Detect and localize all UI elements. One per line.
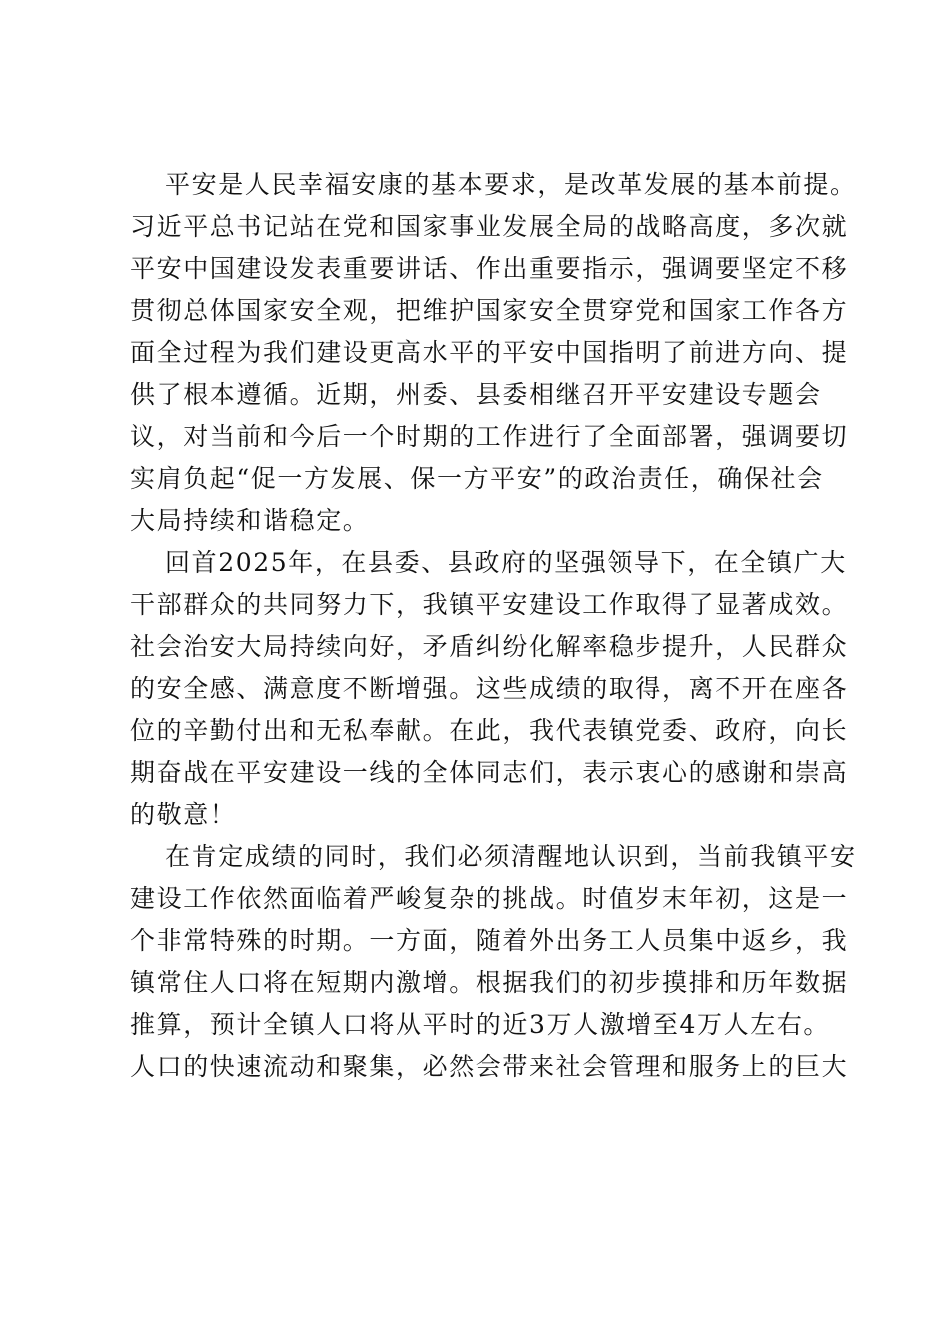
text-line: 供了根本遵循。近期，州委、县委相继召开平安建设专题会 — [130, 380, 822, 409]
text-line: 在肯定成绩的同时，我们必须清醒地认识到，当前我镇平安 — [165, 842, 857, 871]
text-line: 镇常住人口将在短期内激增。根据我们的初步摸排和历年数据 — [130, 968, 849, 997]
text-line: 建设工作依然面临着严峻复杂的挑战。时值岁末年初，这是一 — [130, 884, 849, 913]
body-text — [130, 164, 857, 1088]
text-line: 的安全感、满意度不断增强。这些成绩的取得，离不开在座各 — [130, 674, 849, 703]
text-line: 社会治安大局持续向好，矛盾纠纷化解率稳步提升，人民群众 — [130, 632, 849, 661]
text-line: 议，对当前和今后一个时期的工作进行了全面部署，强调要切 — [130, 422, 849, 451]
text-line: 贯彻总体国家安全观，把维护国家安全贯穿党和国家工作各方 — [130, 296, 849, 325]
text-line: 回首2025年，在县委、县政府的坚强领导下，在全镇广大 — [165, 548, 847, 577]
text-line: 实肩负起“促一方发展、保一方平安”的政治责任，确保社会 — [130, 464, 824, 493]
text-line: 大局持续和谐稳定。 — [130, 506, 370, 535]
text-line: 期奋战在平安建设一线的全体同志们，表示衷心的感谢和崇高 — [130, 758, 849, 787]
text-line: 平安中国建设发表重要讲话、作出重要指示，强调要坚定不移 — [130, 254, 849, 283]
text-line: 平安是人民幸福安康的基本要求，是改革发展的基本前提。 — [165, 170, 857, 199]
text-line: 习近平总书记站在党和国家事业发展全局的战略高度，多次就 — [130, 212, 849, 241]
text-line: 推算，预计全镇人口将从平时的近3万人激增至4万人左右。 — [130, 1010, 831, 1039]
text-line: 的敬意！ — [130, 800, 237, 829]
text-line: 位的辛勤付出和无私奉献。在此，我代表镇党委、政府，向长 — [130, 716, 849, 745]
text-line: 面全过程为我们建设更高水平的平安中国指明了前进方向、提 — [130, 338, 849, 367]
text-line: 个非常特殊的时期。一方面，随着外出务工人员集中返乡，我 — [130, 926, 849, 955]
text-line: 干部群众的共同努力下，我镇平安建设工作取得了显著成效。 — [130, 590, 849, 619]
text-line: 人口的快速流动和聚集，必然会带来社会管理和服务上的巨大 — [130, 1052, 849, 1081]
